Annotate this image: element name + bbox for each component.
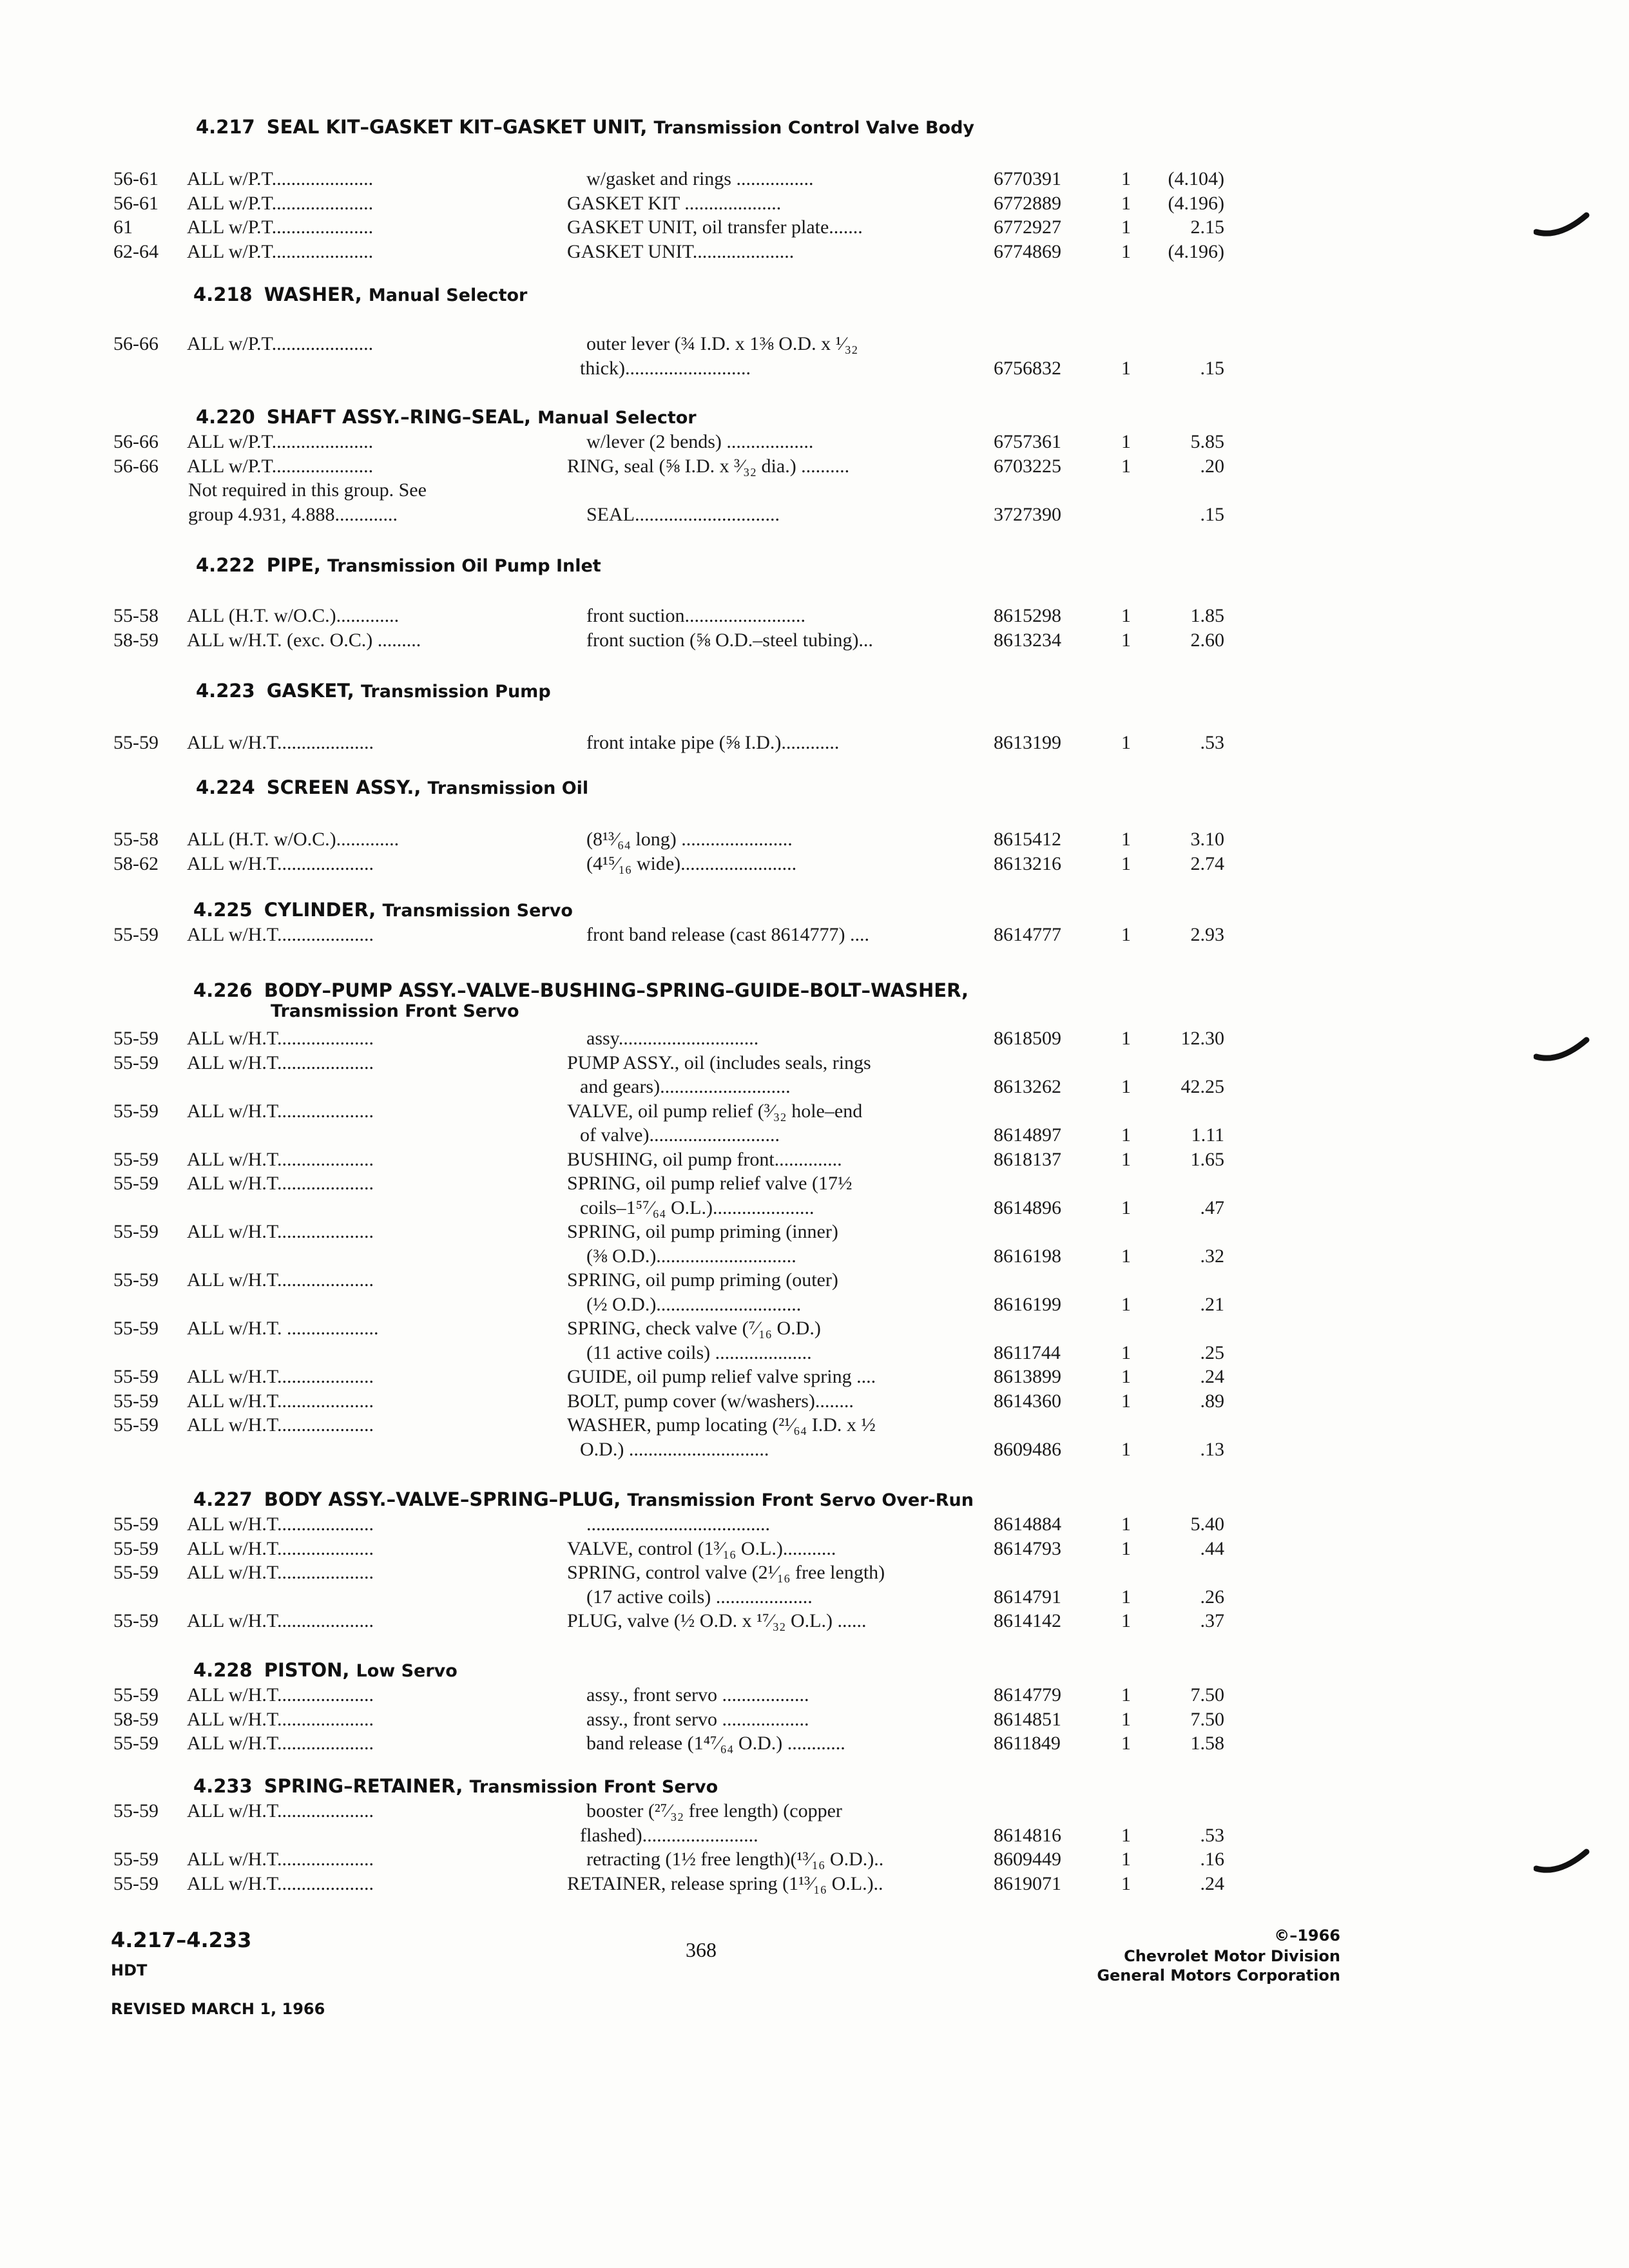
section-subtitle: Transmission Pump	[360, 682, 551, 702]
part-description: GASKET UNIT.....................	[567, 240, 795, 262]
part-description: assy.............................	[586, 1028, 759, 1049]
section-title: WASHER,	[264, 284, 362, 305]
quantity: 1	[1121, 1028, 1131, 1049]
quantity: 1	[1121, 1245, 1131, 1267]
section-number: 4.220	[196, 406, 255, 428]
model-year: 55-59	[113, 1028, 159, 1049]
footer-code: HDT	[111, 1961, 148, 1979]
part-number: 8618137	[994, 1148, 1061, 1170]
part-description: (17 active coils) ....................	[586, 1586, 813, 1608]
binding-mark-icon	[1534, 1843, 1592, 1881]
model-year: 55-59	[113, 1366, 159, 1387]
model-year: 55-59	[113, 1173, 159, 1194]
price: 42.25	[1181, 1076, 1224, 1097]
model-applicability: ALL w/H.T....................	[187, 1148, 374, 1170]
part-description: assy., front servo ..................	[586, 1708, 809, 1730]
part-description: w/gasket and rings ................	[586, 168, 814, 189]
quantity: 1	[1121, 1708, 1131, 1730]
footer-copyright: ©–1966	[1274, 1927, 1340, 1945]
quantity: 1	[1121, 240, 1131, 262]
price: (4.104)	[1168, 168, 1224, 189]
quantity: 1	[1121, 732, 1131, 753]
price: 1.58	[1190, 1733, 1224, 1754]
model-year: 62-64	[113, 240, 159, 262]
model-applicability: ALL w/H.T....................	[187, 1872, 374, 1894]
price: 2.74	[1190, 852, 1224, 874]
part-description: front suction (⅝ O.D.–steel tubing)...	[586, 629, 873, 651]
part-number: 8611744	[994, 1341, 1061, 1363]
part-number: 8618509	[994, 1028, 1061, 1049]
section-number: 4.228	[193, 1659, 253, 1681]
model-applicability: ALL w/H.T....................	[187, 1733, 374, 1754]
footer-division: Chevrolet Motor Division	[1124, 1947, 1340, 1965]
part-number: 6756832	[994, 357, 1061, 379]
part-number: 8614791	[994, 1586, 1061, 1608]
quantity: 1	[1121, 431, 1131, 452]
part-number: 8619071	[994, 1872, 1061, 1894]
section-heading	[193, 1659, 458, 1681]
model-year: 55-59	[113, 1872, 159, 1894]
price: .26	[1200, 1586, 1224, 1608]
model-applicability: ALL (H.T. w/O.C.).............	[187, 829, 400, 850]
part-description: BUSHING, oil pump front..............	[567, 1148, 842, 1170]
part-description: GASKET KIT ....................	[567, 192, 782, 214]
price: .21	[1200, 1293, 1224, 1315]
model-year: 55-59	[113, 1514, 159, 1535]
part-number: 8616198	[994, 1245, 1061, 1267]
model-applicability: ALL w/H.T....................	[187, 924, 374, 945]
section-subtitle: Transmission Control Valve Body	[653, 118, 975, 138]
quantity: 1	[1121, 1076, 1131, 1097]
part-number: 8614897	[994, 1124, 1061, 1146]
section-number: 4.222	[196, 554, 255, 576]
section-title: SEAL KIT–GASKET KIT–GASKET UNIT,	[266, 116, 648, 138]
part-description: SPRING, oil pump priming (outer)	[567, 1269, 838, 1291]
part-number: 3727390	[994, 503, 1061, 525]
price: .89	[1200, 1390, 1224, 1412]
price: .47	[1200, 1196, 1224, 1218]
model-applicability: ALL w/P.T.....................	[187, 192, 374, 214]
model-year: 55-59	[113, 1537, 159, 1559]
part-description: of valve)...........................	[580, 1124, 780, 1146]
part-number: 8613899	[994, 1366, 1061, 1387]
price: 12.30	[1181, 1028, 1224, 1049]
quantity: 1	[1121, 629, 1131, 651]
quantity: 1	[1121, 1872, 1131, 1894]
part-number: 8614360	[994, 1390, 1061, 1412]
part-description: coils–1⁵⁷⁄₆₄ O.L.).....................	[580, 1196, 815, 1218]
price: .32	[1200, 1245, 1224, 1267]
model-applicability: ALL w/H.T....................	[187, 1684, 374, 1706]
section-subtitle: Transmission Servo	[382, 901, 573, 921]
price: (4.196)	[1168, 192, 1224, 214]
part-description: ......................................	[586, 1514, 770, 1535]
model-applicability: ALL w/H.T....................	[187, 1390, 374, 1412]
model-applicability: ALL w/H.T....................	[187, 1269, 374, 1291]
model-year: 55-59	[113, 1390, 159, 1412]
model-applicability: ALL w/H.T....................	[187, 1221, 374, 1242]
part-number: 8609486	[994, 1438, 1061, 1460]
part-number: 8614816	[994, 1824, 1061, 1846]
section-heading	[193, 899, 573, 921]
part-description: VALVE, control (1³⁄₁₆ O.L.)...........	[567, 1537, 836, 1559]
price: .24	[1200, 1366, 1224, 1387]
part-description: GUIDE, oil pump relief valve spring ....	[567, 1366, 876, 1387]
binding-mark-icon	[1534, 1031, 1592, 1070]
part-number: 8616199	[994, 1293, 1061, 1315]
part-description: SPRING, control valve (2¹⁄₁₆ free length)	[567, 1562, 885, 1583]
model-year: 55-59	[113, 732, 159, 753]
model-year: 56-66	[113, 333, 159, 354]
quantity: 1	[1121, 1537, 1131, 1559]
quantity: 1	[1121, 1438, 1131, 1460]
part-description: booster (²⁷⁄₃₂ free length) (copper	[586, 1800, 842, 1821]
part-description: band release (1⁴⁷⁄₆₄ O.D.) ............	[586, 1733, 845, 1754]
part-number: 8613234	[994, 629, 1061, 651]
part-description: front intake pipe (⅝ I.D.)............	[586, 732, 840, 753]
section-number: 4.226	[193, 979, 253, 1001]
model-applicability: ALL w/H.T....................	[187, 732, 374, 753]
part-number: 8611849	[994, 1733, 1061, 1754]
model-year: 55-59	[113, 1318, 159, 1339]
quantity: 1	[1121, 1684, 1131, 1706]
model-year: 55-59	[113, 1052, 159, 1073]
model-year: 61	[113, 216, 133, 238]
quantity: 1	[1121, 924, 1131, 945]
model-applicability: ALL w/P.T.....................	[187, 216, 374, 238]
part-description: RING, seal (⅝ I.D. x ³⁄₃₂ dia.) ..........	[567, 455, 850, 477]
part-number: 8615412	[994, 829, 1061, 850]
section-number: 4.225	[193, 899, 253, 921]
quantity: 1	[1121, 829, 1131, 850]
section-heading	[193, 284, 527, 305]
section-subtitle: Transmission Front Servo	[469, 1777, 718, 1797]
part-description: retracting (1½ free length)(¹³⁄₁₆ O.D.)..	[586, 1849, 884, 1870]
section-heading	[193, 1488, 974, 1510]
footer-corporation: General Motors Corporation	[1097, 1966, 1340, 1984]
model-applicability: ALL w/P.T.....................	[187, 168, 374, 189]
price: .53	[1200, 1824, 1224, 1846]
model-applicability: ALL w/H.T....................	[187, 1610, 374, 1631]
section-subtitle: Transmission Front Servo	[271, 1001, 519, 1021]
model-applicability: ALL w/H.T....................	[187, 1366, 374, 1387]
quantity: 1	[1121, 455, 1131, 477]
section-number: 4.223	[196, 680, 255, 702]
model-applicability: ALL w/P.T.....................	[187, 431, 374, 452]
model-applicability: ALL w/H.T....................	[187, 1028, 374, 1049]
section-number: 4.224	[196, 776, 255, 798]
part-description: PLUG, valve (½ O.D. x ¹⁷⁄₃₂ O.L.) ......	[567, 1610, 867, 1631]
price: 7.50	[1190, 1708, 1224, 1730]
model-applicability: ALL w/P.T.....................	[187, 240, 374, 262]
model-year: 55-59	[113, 1684, 159, 1706]
section-heading	[193, 1775, 718, 1797]
part-number: 6770391	[994, 168, 1061, 189]
part-description: (8¹³⁄₆₄ long) .......................	[586, 829, 793, 850]
quantity: 1	[1121, 168, 1131, 189]
price: 2.93	[1190, 924, 1224, 945]
model-applicability: ALL w/P.T.....................	[187, 333, 374, 354]
price: .20	[1200, 455, 1224, 477]
quantity: 1	[1121, 1733, 1131, 1754]
price: 7.50	[1190, 1684, 1224, 1706]
part-description: VALVE, oil pump relief (³⁄₃₂ hole–end	[567, 1100, 863, 1122]
section-heading	[196, 680, 551, 702]
section-title: BODY–PUMP ASSY.–VALVE–BUSHING–SPRING–GUIDE–BOLT–WASHER,	[264, 979, 969, 1001]
model-year: 55-59	[113, 1800, 159, 1821]
quantity: 1	[1121, 1341, 1131, 1363]
section-title: SPRING–RETAINER,	[264, 1775, 463, 1797]
part-number: 8614777	[994, 924, 1061, 945]
price: 2.60	[1190, 629, 1224, 651]
quantity: 1	[1121, 605, 1131, 626]
model-year: 55-59	[113, 1148, 159, 1170]
price: .37	[1200, 1610, 1224, 1631]
section-title: PIPE,	[266, 554, 321, 576]
price: 1.85	[1190, 605, 1224, 626]
quantity: 1	[1121, 1586, 1131, 1608]
part-description: SEAL..............................	[586, 503, 780, 525]
section-number: 4.227	[193, 1488, 253, 1510]
footer-range: 4.217–4.233	[111, 1928, 252, 1952]
model-applicability: ALL w/H.T....................	[187, 1562, 374, 1583]
part-number: 8613216	[994, 852, 1061, 874]
part-description: RETAINER, release spring (1¹³⁄₁₆ O.L.)..	[567, 1872, 883, 1894]
price: .13	[1200, 1438, 1224, 1460]
part-description: SPRING, oil pump relief valve (17½	[567, 1173, 853, 1194]
part-description: assy., front servo ..................	[586, 1684, 809, 1706]
part-number: 8614851	[994, 1708, 1061, 1730]
part-number: 6772927	[994, 216, 1061, 238]
model-applicability: ALL (H.T. w/O.C.).............	[187, 605, 400, 626]
section-title: CYLINDER,	[264, 899, 376, 921]
part-description: (11 active coils) ....................	[586, 1341, 812, 1363]
quantity: 1	[1121, 1196, 1131, 1218]
model-year: 56-66	[113, 431, 159, 452]
model-year: 55-58	[113, 829, 159, 850]
part-number: 8613199	[994, 732, 1061, 753]
quantity: 1	[1121, 1514, 1131, 1535]
quantity: 1	[1121, 852, 1131, 874]
section-subtitle: Transmission Oil Pump Inlet	[327, 556, 601, 576]
model-year: 55-58	[113, 605, 159, 626]
model-applicability: ALL w/H.T. ...................	[187, 1318, 379, 1339]
model-applicability: ALL w/H.T....................	[187, 1414, 374, 1436]
section-number: 4.233	[193, 1775, 253, 1797]
part-description: (⅜ O.D.).............................	[586, 1245, 796, 1267]
footer-revised: REVISED MARCH 1, 1966	[111, 2000, 325, 2018]
part-description: PUMP ASSY., oil (includes seals, rings	[567, 1052, 871, 1073]
part-description: thick)..........................	[580, 357, 751, 379]
section-title: PISTON,	[264, 1659, 350, 1681]
price: 5.40	[1190, 1514, 1224, 1535]
model-year: 56-66	[113, 455, 159, 477]
price: 1.11	[1191, 1124, 1224, 1146]
model-year: 55-59	[113, 1269, 159, 1291]
part-description: SPRING, check valve (⁷⁄₁₆ O.D.)	[567, 1318, 821, 1339]
model-year: 55-59	[113, 924, 159, 945]
part-description: (½ O.D.)..............................	[586, 1293, 802, 1315]
part-description: GASKET UNIT, oil transfer plate.......	[567, 216, 863, 238]
model-year: 55-59	[113, 1733, 159, 1754]
section-heading	[196, 406, 697, 428]
part-description: SPRING, oil pump priming (inner)	[567, 1221, 838, 1242]
section-heading	[196, 776, 588, 798]
part-number: 6772889	[994, 192, 1061, 214]
part-number: 8613262	[994, 1076, 1061, 1097]
part-number: 6703225	[994, 455, 1061, 477]
page-number: 368	[686, 1938, 717, 1961]
section-subtitle: Manual Selector	[368, 285, 528, 305]
part-description: outer lever (¾ I.D. x 1⅜ O.D. x ¹⁄₃₂	[586, 333, 858, 354]
section-subtitle: Transmission Oil	[427, 778, 589, 798]
part-number: 8614793	[994, 1537, 1061, 1559]
section-heading	[196, 116, 974, 138]
model-year: 58-59	[113, 1708, 159, 1730]
part-description: w/lever (2 bends) ..................	[586, 431, 814, 452]
section-title: GASKET,	[266, 680, 354, 702]
model-year: 55-59	[113, 1562, 159, 1583]
quantity: 1	[1121, 1849, 1131, 1870]
quantity: 1	[1121, 1610, 1131, 1631]
price: .16	[1200, 1849, 1224, 1870]
model-applicability: ALL w/H.T....................	[187, 1052, 374, 1073]
model-year: 56-61	[113, 168, 159, 189]
model-applicability: Not required in this group. See	[188, 479, 427, 501]
model-year: 58-62	[113, 852, 159, 874]
part-description: BOLT, pump cover (w/washers)........	[567, 1390, 854, 1412]
section-subtitle: Transmission Front Servo Over-Run	[627, 1490, 974, 1510]
model-applicability: ALL w/H.T. (exc. O.C.) .........	[187, 629, 421, 651]
model-year: 58-59	[113, 629, 159, 651]
price: 3.10	[1190, 829, 1224, 850]
model-applicability: ALL w/H.T....................	[187, 1514, 374, 1535]
quantity: 1	[1121, 216, 1131, 238]
part-description: WASHER, pump locating (²¹⁄₆₄ I.D. x ½	[567, 1414, 876, 1436]
part-number: 8614779	[994, 1684, 1061, 1706]
model-year: 55-59	[113, 1100, 159, 1122]
part-description: (4¹⁵⁄₁₆ wide)........................	[586, 852, 797, 874]
part-description: flashed)........................	[580, 1824, 758, 1846]
model-applicability: ALL w/P.T.....................	[187, 455, 374, 477]
model-applicability: ALL w/H.T....................	[187, 852, 374, 874]
part-number: 8614896	[994, 1196, 1061, 1218]
model-applicability: ALL w/H.T....................	[187, 1800, 374, 1821]
section-title: SHAFT ASSY.–RING–SEAL,	[266, 406, 531, 428]
part-description: front suction.........................	[586, 605, 805, 626]
quantity: 1	[1121, 1148, 1131, 1170]
price: .53	[1200, 732, 1224, 753]
price: 1.65	[1190, 1148, 1224, 1170]
quantity: 1	[1121, 192, 1131, 214]
model-year: 55-59	[113, 1610, 159, 1631]
quantity: 1	[1121, 1824, 1131, 1846]
model-applicability: ALL w/H.T....................	[187, 1849, 374, 1870]
quantity: 1	[1121, 1366, 1131, 1387]
quantity: 1	[1121, 1293, 1131, 1315]
model-applicability: ALL w/H.T....................	[187, 1537, 374, 1559]
price: .25	[1200, 1341, 1224, 1363]
part-number: 6757361	[994, 431, 1061, 452]
part-description: front band release (cast 8614777) ....	[586, 924, 870, 945]
quantity: 1	[1121, 357, 1131, 379]
binding-mark-icon	[1534, 206, 1592, 245]
section-subtitle: Manual Selector	[537, 408, 697, 428]
part-number: 8615298	[994, 605, 1061, 626]
model-applicability: ALL w/H.T....................	[187, 1100, 374, 1122]
section-number: 4.218	[193, 284, 253, 305]
part-number: 6774869	[994, 240, 1061, 262]
price: .24	[1200, 1872, 1224, 1894]
price: 2.15	[1190, 216, 1224, 238]
price: 5.85	[1190, 431, 1224, 452]
part-description: O.D.) .............................	[580, 1438, 769, 1460]
part-description: and gears)...........................	[580, 1076, 791, 1097]
section-subtitle: Low Servo	[356, 1661, 458, 1681]
price: (4.196)	[1168, 240, 1224, 262]
section-title: BODY ASSY.–VALVE–SPRING–PLUG,	[264, 1488, 621, 1510]
model-year: 55-59	[113, 1849, 159, 1870]
part-number: 8609449	[994, 1849, 1061, 1870]
model-year: 55-59	[113, 1414, 159, 1436]
price: .44	[1200, 1537, 1224, 1559]
quantity: 1	[1121, 1124, 1131, 1146]
section-number: 4.217	[196, 116, 255, 138]
quantity: 1	[1121, 1390, 1131, 1412]
part-number: 8614142	[994, 1610, 1061, 1631]
price: .15	[1200, 357, 1224, 379]
section-heading	[196, 554, 601, 576]
model-year: 56-61	[113, 192, 159, 214]
model-year: 55-59	[113, 1221, 159, 1242]
section-title: SCREEN ASSY.,	[266, 776, 421, 798]
model-applicability: ALL w/H.T....................	[187, 1173, 374, 1194]
section-heading	[193, 979, 969, 1001]
model-applicability: group 4.931, 4.888.............	[188, 503, 398, 525]
part-number: 8614884	[994, 1514, 1061, 1535]
price: .15	[1200, 503, 1224, 525]
model-applicability: ALL w/H.T....................	[187, 1708, 374, 1730]
